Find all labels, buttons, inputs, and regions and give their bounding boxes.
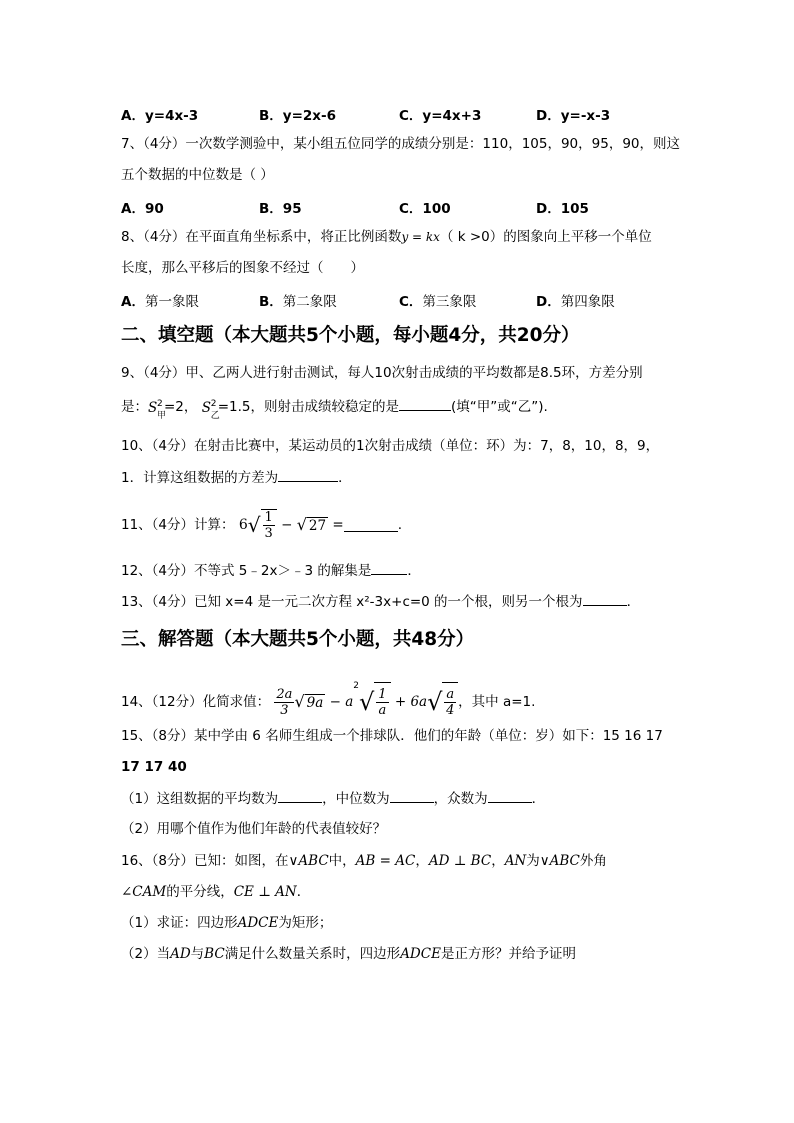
q16-line2: ∠CAM的平分线，CE ⊥ AN．: [121, 884, 311, 900]
q8-option-d: D．第四象限: [536, 294, 615, 310]
q8-text-post: 的图象向上平移一个单位: [503, 229, 652, 245]
radical-sign-icon: √: [294, 692, 305, 711]
radical-sign-icon: √: [247, 513, 261, 537]
q16-line1: 16、（8分）已知：如图，在∨ABC中，AB = AC，AD ⊥ BC，AN为∨ABC外角: [121, 853, 607, 869]
q8-line1: [121, 228, 652, 246]
q7-option-d: D．105: [536, 201, 589, 217]
q7-line2: 五个数据的中位数是（ ）: [121, 167, 274, 183]
q15-line2: 17 17 40: [121, 759, 187, 775]
q8-text-pre: 8、（4分）在平面直角坐标系中，将正比例函数: [121, 229, 402, 245]
q11-coefficient: 6: [238, 517, 248, 533]
q14-sqrt-1-over-a: $\frac{1}{a}$: [374, 682, 390, 723]
q8-condition: （ k >0）: [439, 229, 504, 245]
q12-line: 12、（4分）不等式 5﹣2x＞﹣3 的解集是 ．: [121, 563, 421, 579]
q16-sub1: （1）求证：四边形ADCE为矩形；: [121, 915, 333, 931]
q11-answer-blank[interactable]: [344, 518, 398, 532]
variance-jia: S 2 甲: [148, 399, 167, 421]
q7-options: [121, 197, 681, 215]
q15-median-blank[interactable]: [390, 789, 434, 803]
q11-sqrt-27: 27: [308, 517, 327, 534]
radical-sign-icon: √: [296, 515, 307, 534]
q6-option-b: B．y=2x-6: [259, 108, 337, 124]
q15-line1: 15、（8分）某中学由 6 名师生组成一个排球队．他们的年龄（单位：岁）如下：15 16 17: [121, 728, 663, 744]
q10-line2: 1．计算这组数据的方差为 ．: [121, 470, 352, 486]
radical-sign-icon: √: [358, 688, 375, 716]
q6-option-c: C．y=4x+3: [399, 108, 482, 124]
q11-line: 11、（4分）计算： 6√ $\frac{1}{3}$ − √ 27 = .: [121, 510, 402, 541]
q14-coefficient-6a: 6a: [410, 694, 428, 710]
q8-function: y = kx: [401, 230, 440, 244]
q13-answer-blank[interactable]: [583, 592, 627, 606]
q15-mode-blank[interactable]: [488, 789, 532, 803]
q9-line1: 9、（4分）甲、乙两人进行射击测试，每人10次射击成绩的平均数都是8.5环，方差分别: [121, 365, 643, 381]
q10-answer-blank[interactable]: [278, 468, 338, 482]
q16-sub2: （2）当AD与BC满足什么数量关系时，四边形ADCE是正方形？并给予证明: [121, 946, 576, 962]
q7-line1: 7、（4分）一次数学测验中，某小组五位同学的成绩分别是：110，105，90，95，90，则这: [121, 136, 680, 152]
radical-sign-icon: √: [427, 688, 443, 716]
q15-sub2: （2）用哪个值作为他们年龄的代表值较好？: [121, 821, 387, 837]
q14-line: 14、（12分）化简求值： $\frac{2a}{3}$ √ $9a - a^2√$ $\frac{1}{a}$ + 6a√ $\frac{a}{4}$ ，其中 a=1.: [121, 666, 535, 706]
q14-fraction-2a-3: $\frac{2a}{3}$: [276, 686, 293, 718]
variance-yi: S 2 乙: [201, 399, 220, 421]
q6-options: [121, 104, 681, 122]
q14-sqrt-9a: 9a: [306, 694, 324, 711]
section-heading-solve: 三、解答题（本大题共5个小题，共48分）: [121, 629, 475, 650]
q13-line: 13、（4分）已知 x=4 是一元二次方程 x²-3x+c=0 的一个根，则另一个根为 ．: [121, 594, 641, 610]
q8-options: [121, 290, 681, 308]
q8-line2: 长度，那么平移后的图象不经过（ ）: [121, 260, 364, 276]
q8-option-c: C．第三象限: [399, 294, 477, 310]
q12-answer-blank[interactable]: [371, 561, 407, 575]
q15-mean-blank[interactable]: [278, 789, 322, 803]
section-heading-fill-in: 二、填空题（本大题共5个小题，每小题4分，共20分）: [121, 325, 580, 346]
q9-answer-blank[interactable]: [399, 397, 451, 411]
q7-option-a: A．90: [121, 201, 164, 217]
q9-line2: 是： S 2 甲 =2， S 2 乙 =1.5，则射击成绩较稳定的是 (填“甲”或“乙”).: [121, 399, 548, 421]
q6-option-d: D．y=-x-3: [536, 108, 611, 124]
q8-option-a: A．第一象限: [121, 294, 199, 310]
q11-sqrt-fraction: $\frac{1}{3}$: [261, 509, 277, 541]
q6-option-a: A．y=4x-3: [121, 108, 199, 124]
q14-sqrt-a-over-4: $\frac{a}{4}$: [442, 682, 458, 723]
q7-option-b: B．95: [259, 201, 302, 217]
q8-option-b: B．第二象限: [259, 294, 337, 310]
q7-option-c: C．100: [399, 201, 451, 217]
q10-line1: 10、（4分）在射击比赛中，某运动员的1次射击成绩（单位：环）为：7，8，10，8，9，: [121, 438, 660, 454]
q15-sub1: （1）这组数据的平均数为 ，中位数为 ，众数为 ．: [121, 791, 546, 807]
q14-a-squared: a: [345, 694, 354, 710]
